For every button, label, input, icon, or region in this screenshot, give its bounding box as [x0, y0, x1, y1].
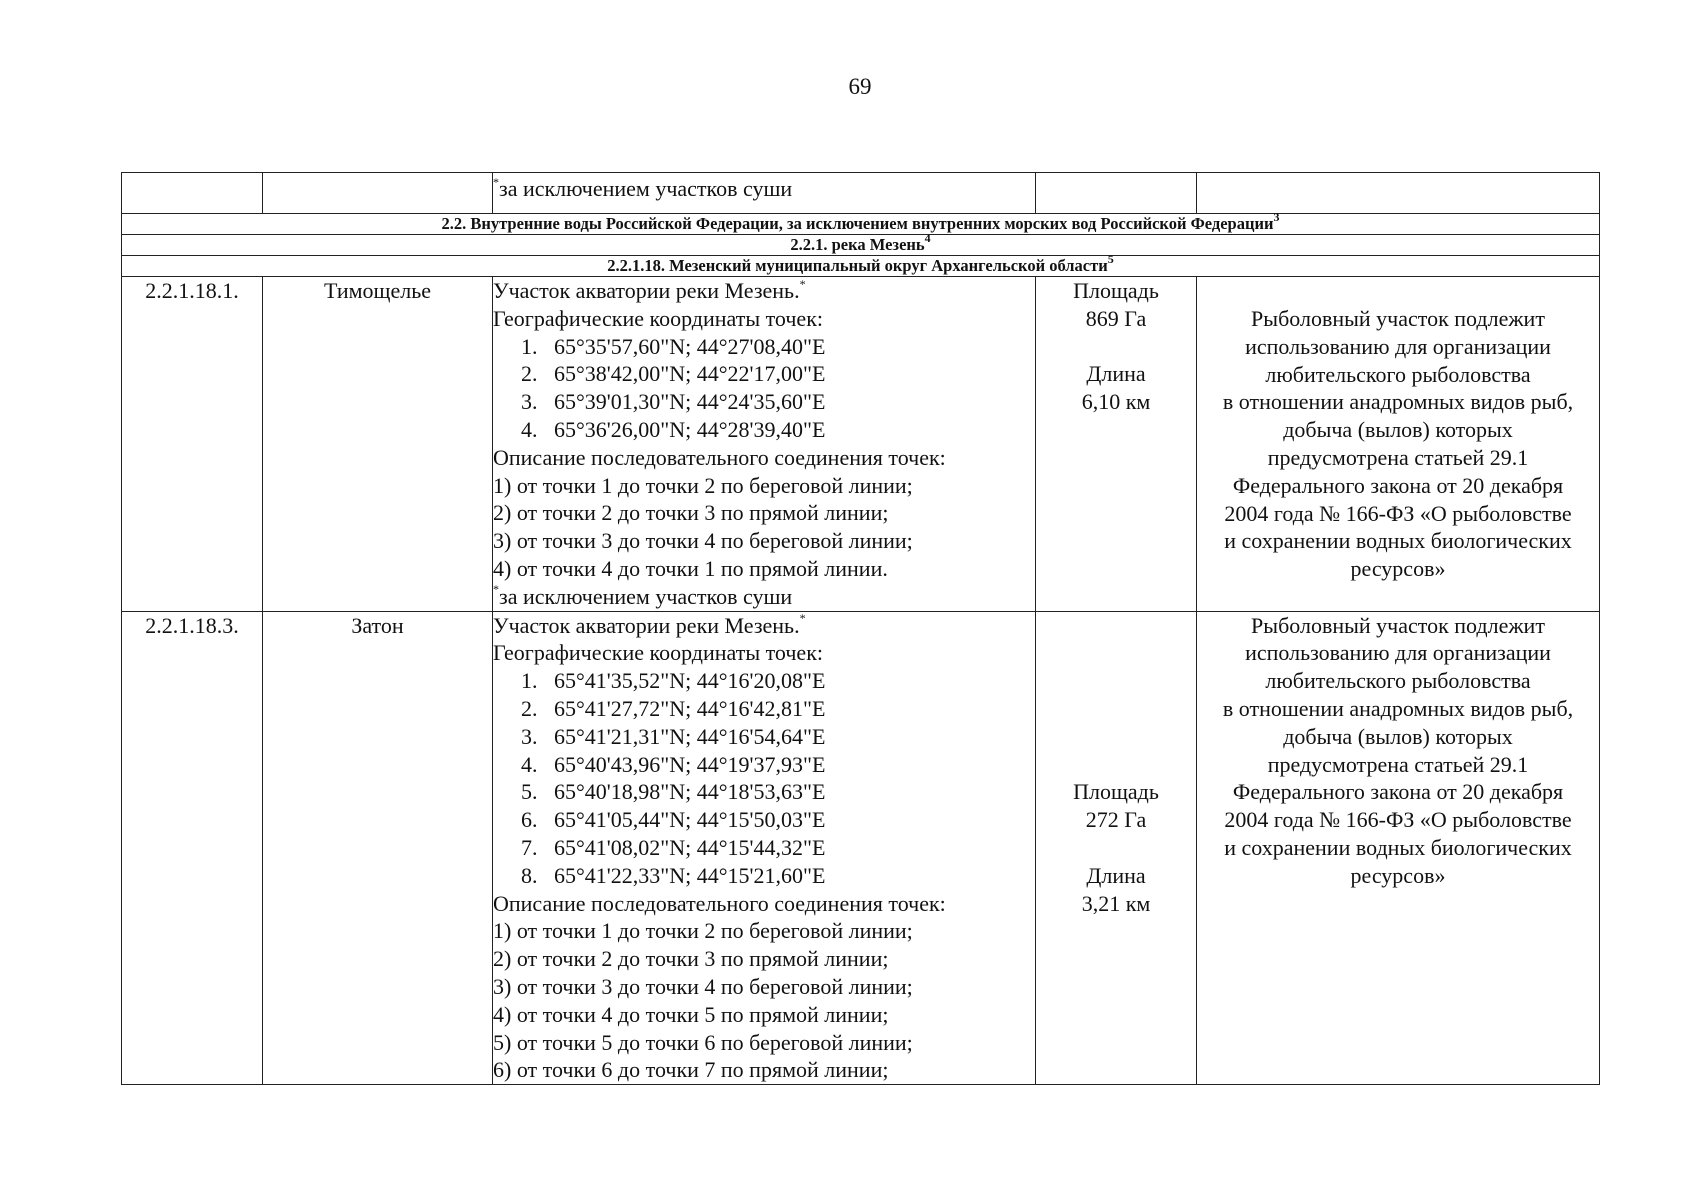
connection-item: 1) от точки 1 до точки 2 по береговой линии;: [493, 918, 913, 944]
coordinate-item: 1. 65°41'35,52"N; 44°16'20,08"E: [521, 668, 826, 694]
coordinate-item: 2. 65°41'27,72"N; 44°16'42,81"E: [521, 695, 826, 721]
note-line: добыча (вылов) которых: [1283, 417, 1513, 443]
page-number: 69: [848, 74, 872, 99]
empty-cell: [122, 173, 263, 214]
connection-item: 4) от точки 4 до точки 1 по прямой линии.: [493, 555, 888, 581]
district-header-row: [122, 256, 1600, 277]
area-params: [1036, 277, 1197, 612]
note-line: предусмотрена статьей 29.1: [1267, 751, 1529, 777]
area-label: Площадь: [1073, 278, 1159, 303]
table-row: [122, 277, 1600, 612]
coordinate-item: 3. 65°39'01,30"N; 44°24'35,60"E: [521, 389, 826, 415]
note-line: добыча (вылов) которых: [1283, 723, 1513, 749]
coordinate-item: 4. 65°36'26,00"N; 44°28'39,40"E: [521, 416, 826, 442]
area-params: [1036, 611, 1197, 1085]
continuation-row: [122, 173, 1600, 214]
connection-item: 5) от точки 5 до точки 6 по береговой линии;: [493, 1029, 913, 1055]
note-line: предусмотрена статьей 29.1: [1267, 444, 1529, 470]
continuation-text: *за исключением участков суши: [493, 173, 1036, 214]
empty-cell: [1036, 173, 1197, 214]
coordinate-item: 5. 65°40'18,98"N; 44°18'53,63"E: [521, 779, 826, 805]
connection-item: 3) от точки 3 до точки 4 по береговой линии;: [493, 973, 913, 999]
section-header-row: [122, 214, 1600, 235]
area-description: [493, 277, 1036, 612]
note-line: и сохранении водных биологических: [1224, 834, 1572, 860]
note-line: и сохранении водных биологических: [1224, 528, 1572, 554]
area-intro: Участок акватории реки Мезень.*: [493, 611, 806, 638]
length-label: Длина: [1086, 361, 1146, 387]
area-notes: [1197, 277, 1600, 612]
empty-cell: [263, 173, 493, 214]
connections-title: Описание последовательного соединения точек:: [493, 444, 946, 470]
note-line: любительского рыболовства: [1265, 668, 1531, 694]
note-line: в отношении анадромных видов рыб,: [1222, 695, 1574, 721]
area-intro: Участок акватории реки Мезень.*: [493, 276, 806, 303]
note-line: Рыболовный участок подлежит: [1251, 612, 1545, 638]
note-line: Федерального закона от 20 декабря: [1232, 779, 1564, 805]
area-number: 2.2.1.18.1.: [122, 277, 263, 612]
district-header: 2.2.1.18. Мезенский муниципальный округ Архангельской области$^5$: [122, 256, 1600, 277]
area-notes: [1197, 611, 1600, 1085]
section-header: 2.2. Внутренние воды Российской Федерации, за исключением внутренних морских вод Российской Федерации$^3$: [122, 214, 1600, 235]
length-value: 6,10 км: [1081, 389, 1151, 415]
note-line: ресурсов»: [1350, 862, 1446, 888]
note-line: 2004 года № 166-ФЗ «О рыболовстве: [1224, 500, 1572, 526]
coordinate-item: 4. 65°40'43,96"N; 44°19'37,93"E: [521, 751, 826, 777]
coords-title: Географические координаты точек:: [493, 640, 823, 666]
coordinate-item: 2. 65°38'42,00"N; 44°22'17,00"E: [521, 361, 826, 387]
connection-item: 6) от точки 6 до точки 7 по прямой линии;: [493, 1057, 889, 1083]
coordinate-item: 6. 65°41'05,44"N; 44°15'50,03"E: [521, 807, 826, 833]
area-description: [493, 611, 1036, 1085]
connection-item: 2) от точки 2 до точки 3 по прямой линии;: [493, 500, 889, 526]
subsection-header-row: [122, 235, 1600, 256]
note-line: использованию для организации: [1245, 333, 1551, 359]
area-label: Площадь: [1073, 779, 1159, 805]
area-name: Тимощелье: [263, 277, 493, 612]
note-line: в отношении анадромных видов рыб,: [1222, 389, 1574, 415]
note-line: ресурсов»: [1350, 556, 1446, 582]
note-line: Федерального закона от 20 декабря: [1232, 472, 1564, 498]
footnote: *за исключением участков суши: [493, 582, 793, 609]
coordinate-item: 3. 65°41'21,31"N; 44°16'54,64"E: [521, 723, 826, 749]
length-label: Длина: [1086, 862, 1146, 888]
coords-title: Географические координаты точек:: [493, 305, 823, 331]
length-value: 3,21 км: [1081, 890, 1151, 916]
note-line: любительского рыболовства: [1265, 361, 1531, 387]
note-line: Рыболовный участок подлежит: [1251, 306, 1545, 331]
note-line: использованию для организации: [1245, 640, 1551, 666]
empty-cell: [1197, 173, 1600, 214]
connection-item: 3) от точки 3 до точки 4 по береговой линии;: [493, 528, 913, 554]
coordinate-item: 7. 65°41'08,02"N; 44°15'44,32"E: [521, 834, 826, 860]
area-value: 869 Га: [1085, 305, 1147, 331]
area-value: 272 Га: [1085, 807, 1147, 833]
table-row: [122, 611, 1600, 1085]
fishing-areas-table: [121, 172, 1600, 1085]
subsection-header: 2.2.1. река Мезень$^4$: [122, 235, 1600, 256]
connection-item: 4) от точки 4 до точки 5 по прямой линии;: [493, 1001, 889, 1027]
coordinate-item: 1. 65°35'57,60"N; 44°27'08,40"E: [521, 333, 826, 359]
connection-item: 2) от точки 2 до точки 3 по прямой линии;: [493, 946, 889, 972]
connections-title: Описание последовательного соединения точек:: [493, 890, 946, 916]
coordinate-item: 8. 65°41'22,33"N; 44°15'21,60"E: [521, 862, 826, 888]
note-line: 2004 года № 166-ФЗ «О рыболовстве: [1224, 807, 1572, 833]
connection-item: 1) от точки 1 до точки 2 по береговой линии;: [493, 472, 913, 498]
area-number: 2.2.1.18.3.: [122, 611, 263, 1085]
area-name: Затон: [263, 611, 493, 1085]
